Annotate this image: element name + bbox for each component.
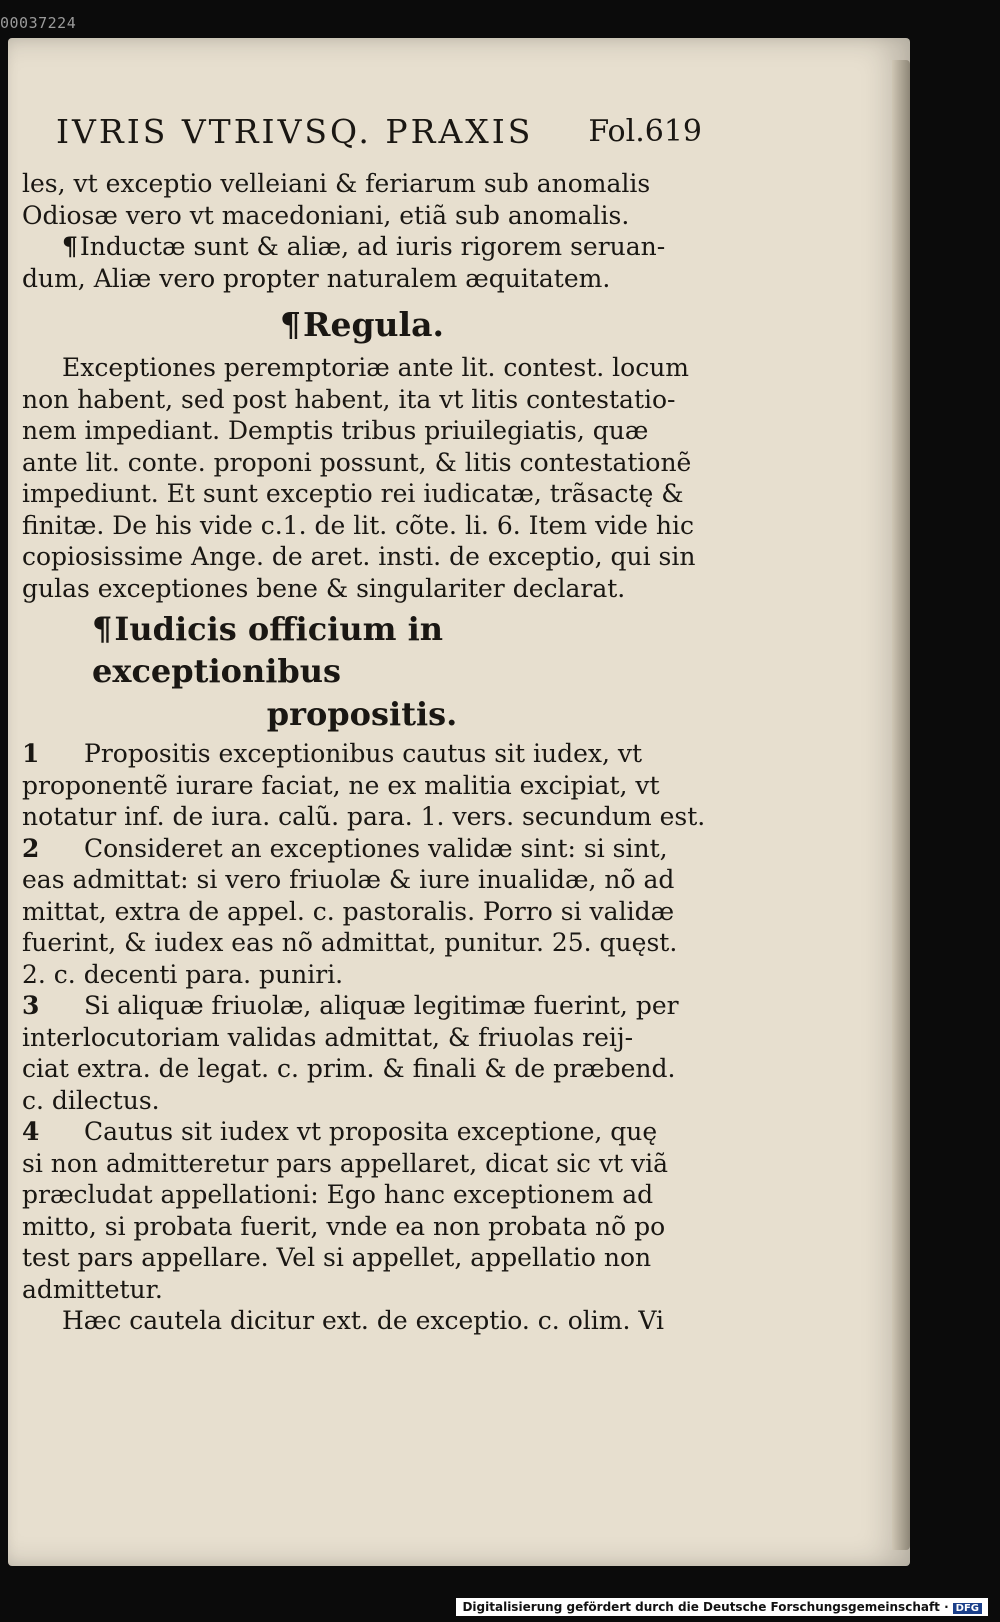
folio-number: Fol.619 (588, 114, 702, 149)
text-line: ante lit. conte. proponi possunt, & litis contestationẽ (22, 447, 692, 477)
text-line: dum, Aliæ vero propter naturalem æquitatem. (22, 263, 611, 293)
item-number: 1 (22, 739, 40, 768)
numbered-line: 4 Cautus sit iudex vt proposita exceptione, quę (22, 1117, 658, 1146)
pilcrow-icon: ¶ (280, 305, 302, 344)
funding-footer (456, 1598, 988, 1616)
text-line: notatur inf. de iura. calũ. para. 1. vers. secundum est. (22, 802, 706, 831)
text-line: copiosissime Ange. de aret. insti. de exceptio, qui sin (22, 542, 696, 571)
numbered-line: 1 Propositis exceptionibus cautus sit iudex, vt (22, 739, 643, 768)
text-line: les, vt exceptio velleiani & feriarum sub anomalis (22, 169, 651, 198)
text-line: mittat, extra de appel. c. pastoralis. Porro si validæ (22, 896, 675, 926)
text-line: interlocutoriam validas admittat, & friuolas reij- (22, 1022, 634, 1052)
text-line: non habent, sed post habent, ita vt litis contestatio- (22, 384, 676, 414)
text-line: Exceptiones peremptoriæ ante lit. contest. locum (62, 353, 690, 382)
text-line: test pars appellare. Vel si appellet, appellatio non (22, 1243, 652, 1272)
text-line: gulas exceptiones bene & singulariter declarat. (22, 573, 626, 603)
pilcrow-icon: ¶ (92, 610, 113, 648)
text-line: ¶Inductæ sunt & aliæ, ad iuris rigorem seruan- (62, 232, 666, 261)
text-line: ciat extra. de legat. c. prim. & finali & de præbend. (22, 1054, 676, 1083)
section-heading-iudicis: ¶Iudicis officium in exceptionibus (92, 610, 444, 690)
text-line: si non admitteretur pars appellaret, dicat sic vt viã (22, 1148, 668, 1178)
item-number: 3 (22, 991, 40, 1020)
item-number: 2 (22, 833, 40, 863)
running-title: IVRIS VTRIVSQ. PRAXIS (56, 112, 534, 151)
text-line: 2. c. decenti para. puniri. (22, 959, 344, 989)
text-line: mitto, si probata fuerit, vnde ea non probata nõ po (22, 1211, 666, 1241)
text-line: nem impediant. Demptis tribus priuilegiatis, quæ (22, 416, 649, 445)
text-line: admittetur. (22, 1274, 163, 1304)
text-line: c. dilectus. (22, 1085, 160, 1115)
dfg-logo-icon: DFG (953, 1603, 982, 1614)
section-heading-iudicis-cont: propositis. (266, 695, 458, 733)
shelfmark-label: 00037224 (0, 14, 77, 32)
text-line: fuerint, & iudex eas nõ admittat, punitur. 25. quęst. (22, 928, 678, 957)
text-line: finitæ. De his vide c.1. de lit. cõte. li. 6. Item vide hic (22, 510, 694, 540)
page-text (22, 74, 706, 1337)
pilcrow-icon: ¶ (62, 232, 78, 261)
numbered-line: 2 Consideret an exceptiones validæ sint: si sint, (22, 833, 668, 863)
footer-text: Digitalisierung gefördert durch die Deutsche Forschungsgemeinschaft · (462, 1600, 949, 1614)
running-head (56, 112, 702, 162)
text-line: impediunt. Et sunt exceptio rei iudicatæ, trãsactę & (22, 479, 684, 508)
text-line: eas admittat: si vero friuolæ & iure inualidæ, nõ ad (22, 865, 675, 894)
numbered-line: 3 Si aliquæ friuolæ, aliquæ legitimæ fuerint, per (22, 991, 679, 1020)
text-line: Odiosæ vero vt macedoniani, etiã sub anomalis. (22, 200, 630, 230)
text-line: proponentẽ iurare faciat, ne ex malitia excipiat, vt (22, 770, 660, 800)
page-edge (892, 60, 910, 1550)
item-number: 4 (22, 1117, 40, 1146)
section-heading-regula: ¶Regula. (280, 305, 444, 344)
text-line: Hæc cautela dicitur ext. de exceptio. c. olim. Vi (62, 1306, 664, 1335)
text-line: præcludat appellationi: Ego hanc exceptionem ad (22, 1180, 654, 1209)
